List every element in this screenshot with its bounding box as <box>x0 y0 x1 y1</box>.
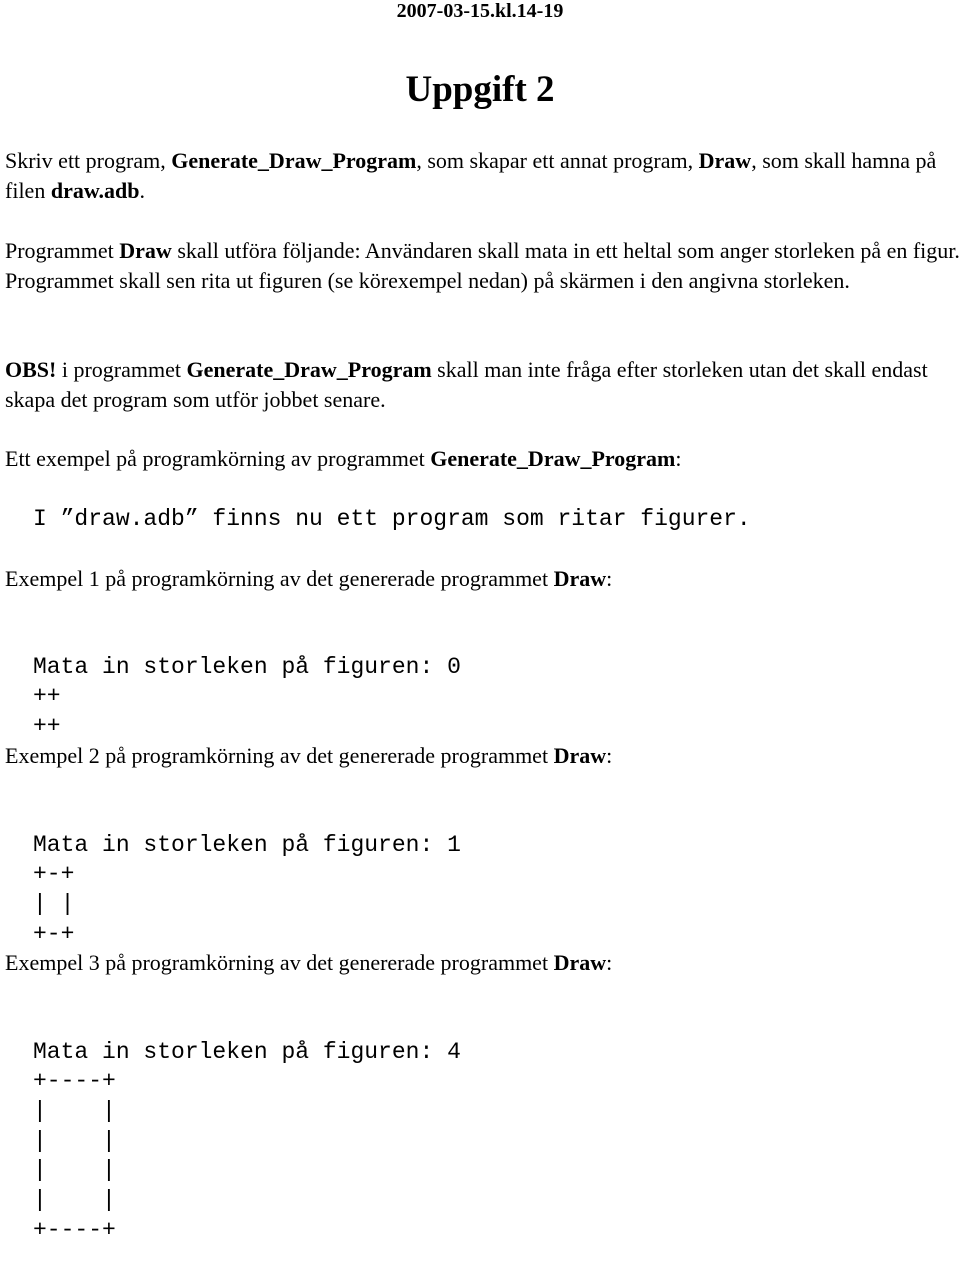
example-3-line: Mata in storleken på figuren: 4 <box>33 1038 461 1065</box>
paragraph-description: Programmet Draw skall utföra följande: Användaren skall mata in ett heltal som anger storleken på en figur. Programmet skall sen rita ut figuren (se körexempel nedan) på skärmen i den angivna storleken. <box>5 238 960 293</box>
example-2-line: Mata in storleken på figuren: 1 <box>33 831 461 858</box>
generator-output-code: I ”draw.adb” finns nu ett program som ritar figurer. <box>33 506 751 532</box>
example-1-heading: Exempel 1 på programkörning av det genererade programmet Draw: <box>5 566 613 591</box>
example-2-line: +-+ <box>33 920 75 947</box>
example-2-heading: Exempel 2 på programkörning av det genererade programmet Draw: <box>5 743 613 768</box>
header-date: 2007-03-15.kl.14-19 <box>396 0 564 22</box>
example-3-output <box>33 1008 461 1275</box>
example-3-line: +----+ <box>33 1216 116 1243</box>
example-3-heading: Exempel 3 på programkörning av det genererade programmet Draw: <box>5 950 613 975</box>
example-2-line: +-+ <box>33 861 75 888</box>
example-3-line: | | <box>33 1187 116 1214</box>
example-1-line: ++ <box>33 683 61 710</box>
example-3-line: | | <box>33 1157 116 1184</box>
example-1-line: ++ <box>33 713 61 740</box>
example-2-line: | | <box>33 891 75 918</box>
example-3-line: +----+ <box>33 1068 116 1095</box>
paragraph-obs-note: OBS! i programmet Generate_Draw_Program skall man inte fråga efter storleken utan det skall endast skapa det program som utför jobbet senare. <box>5 357 928 412</box>
page-title: Uppgift 2 <box>405 69 555 110</box>
paragraph-task: Skriv ett program, Generate_Draw_Program, som skapar ett annat program, Draw, som skall hamna på filen draw.adb. <box>5 148 937 203</box>
example-3-line: | | <box>33 1127 116 1154</box>
paragraph-generator-example-intro: Ett exempel på programkörning av programmet Generate_Draw_Program: <box>5 446 682 471</box>
example-3-line: | | <box>33 1098 116 1125</box>
example-1-line: Mata in storleken på figuren: 0 <box>33 653 461 680</box>
